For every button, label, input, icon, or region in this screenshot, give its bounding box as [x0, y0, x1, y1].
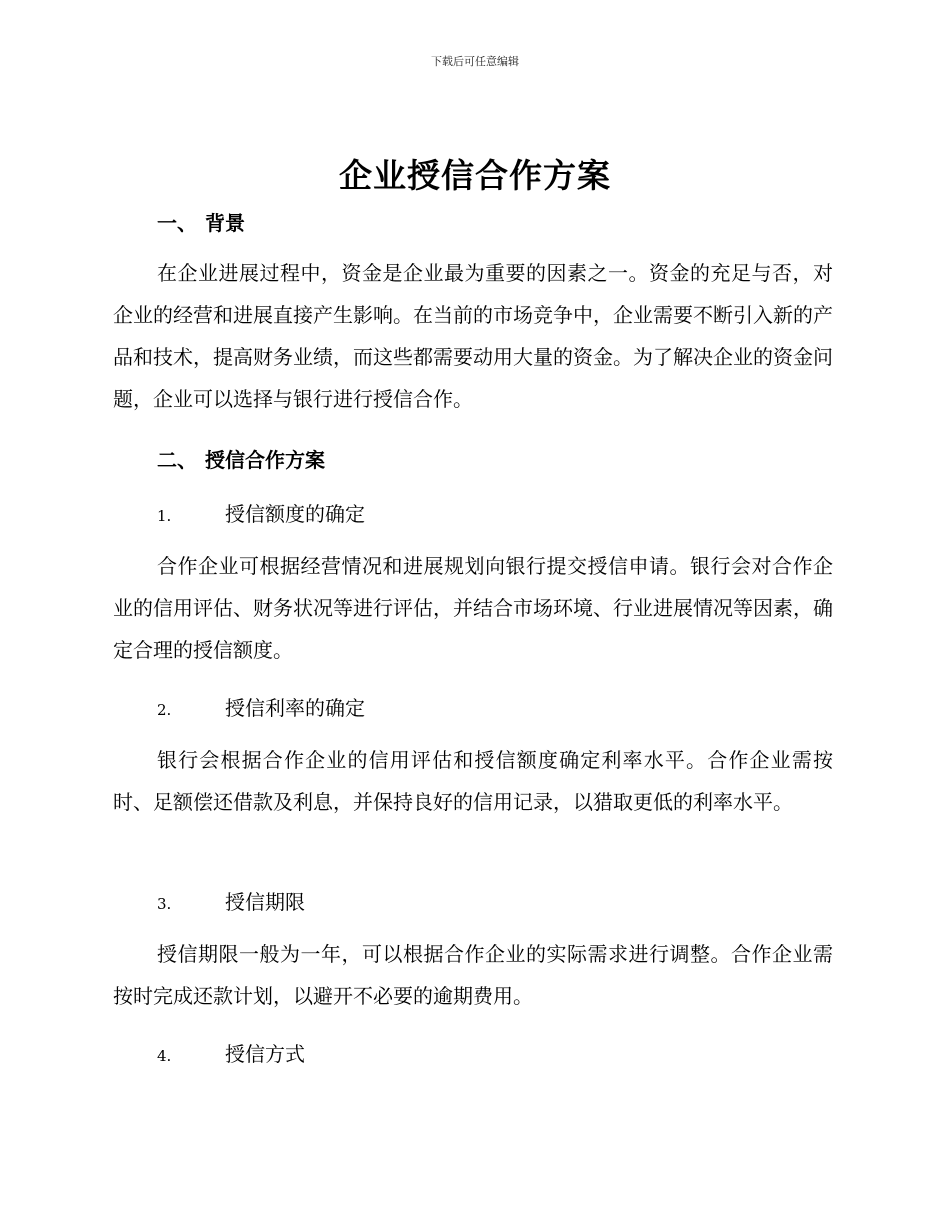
section-number: 二、: [157, 448, 197, 472]
page-header-note: 下载后可任意编辑: [431, 55, 519, 68]
credit-term-paragraph: 授信期限一般为一年，可以根据合作企业的实际需求进行调整。合作企业需按时完成还款计划，以避开不必要的逾期费用。: [113, 942, 833, 1008]
section-title: 背景: [205, 211, 245, 235]
section-heading-background: [157, 207, 245, 236]
section-title: 授信合作方案: [205, 448, 325, 472]
item-title: 授信方式: [225, 1042, 305, 1066]
document-title: 企业授信合作方案: [339, 156, 611, 195]
background-paragraph: 在企业进展过程中，资金是企业最为重要的因素之一。资金的充足与否，对企业的经营和进展直接产生影响。在当前的市场竞争中，企业需要不断引入新的产品和技术，提高财务业绩，而这些都需要动用大量的资金。为了解决企业的资金问题，企业可以选择与银行进行授信合作。: [113, 261, 833, 411]
item-number: 4.: [157, 1047, 172, 1065]
item-number: 1.: [157, 507, 172, 525]
item-title: 授信期限: [225, 890, 305, 914]
item-number: 2.: [157, 701, 172, 719]
credit-limit-paragraph: 合作企业可根据经营情况和进展规划向银行提交授信申请。银行会对合作企业的信用评估、财务状况等进行评估，并结合市场环境、行业进展情况等因素，确定合理的授信额度。: [113, 554, 833, 662]
item-number: 3.: [157, 895, 172, 913]
item-title: 授信利率的确定: [225, 696, 365, 720]
section-number: 一、: [157, 211, 197, 235]
list-item-interest-rate: [157, 692, 365, 721]
list-item-credit-term: [157, 886, 305, 915]
item-title: 授信额度的确定: [225, 502, 365, 526]
list-item-credit-method: [157, 1038, 305, 1067]
section-heading-credit-plan: [157, 444, 325, 473]
interest-rate-paragraph: 银行会根据合作企业的信用评估和授信额度确定利率水平。合作企业需按时、足额偿还借款及利息，并保持良好的信用记录，以猎取更低的利率水平。: [113, 748, 833, 814]
list-item-credit-limit: [157, 498, 365, 527]
